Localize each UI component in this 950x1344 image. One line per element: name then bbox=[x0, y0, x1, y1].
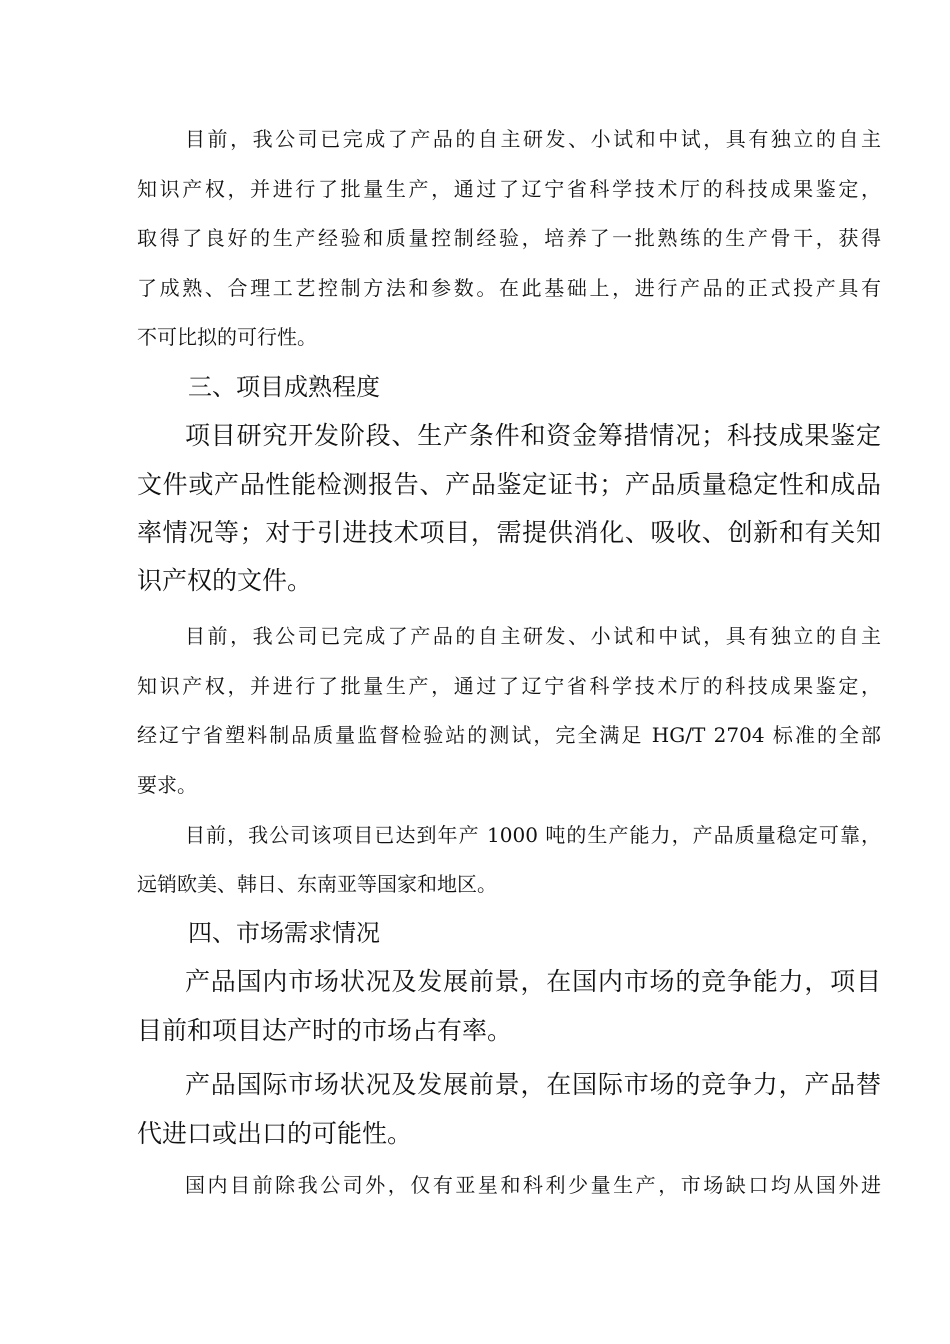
paragraph-1-line-4: 了成熟、合理工艺控制方法和参数。在此基础上，进行产品的正式投产具有 bbox=[137, 276, 881, 300]
paragraph-2-line-4: 识产权的文件。 bbox=[137, 566, 313, 595]
paragraph-1-line-3: 取得了良好的生产经验和质量控制经验，培养了一批熟练的生产骨干，获得 bbox=[137, 226, 881, 250]
paragraph-2-line-3: 率情况等；对于引进技术项目，需提供消化、吸收、创新和有关知 bbox=[137, 518, 881, 547]
paragraph-6-line-2: 代进口或出口的可能性。 bbox=[137, 1119, 413, 1148]
paragraph-5-line-1: 产品国内市场状况及发展前景，在国内市场的竞争能力，项目 bbox=[185, 967, 881, 996]
paragraph-4-line-2: 远销欧美、韩日、东南亚等国家和地区。 bbox=[137, 872, 497, 896]
paragraph-6-line-1: 产品国际市场状况及发展前景，在国际市场的竞争力，产品替 bbox=[185, 1070, 881, 1099]
paragraph-3-line-3: 经辽宁省塑料制品质量监督检验站的测试，完全满足 HG/T 2704 标准的全部 bbox=[137, 723, 881, 747]
paragraph-1-line-2: 知识产权，并进行了批量生产，通过了辽宁省科学技术厅的科技成果鉴定， bbox=[137, 177, 881, 201]
paragraph-2-line-1: 项目研究开发阶段、生产条件和资金筹措情况；科技成果鉴定 bbox=[185, 421, 881, 450]
section-heading-3: 三、项目成熟程度 bbox=[188, 373, 380, 401]
paragraph-5-line-2: 目前和项目达产时的市场占有率。 bbox=[137, 1016, 513, 1045]
section-heading-4: 四、市场需求情况 bbox=[188, 919, 380, 947]
paragraph-1-line-5: 不可比拟的可行性。 bbox=[137, 325, 317, 349]
paragraph-3-line-4: 要求。 bbox=[137, 773, 197, 797]
paragraph-4-line-1: 目前，我公司该项目已达到年产 1000 吨的生产能力，产品质量稳定可靠， bbox=[185, 823, 881, 847]
paragraph-1-line-1: 目前，我公司已完成了产品的自主研发、小试和中试，具有独立的自主 bbox=[185, 127, 881, 151]
paragraph-7-line-1: 国内目前除我公司外，仅有亚星和科利少量生产，市场缺口均从国外进 bbox=[185, 1173, 881, 1197]
paragraph-3-line-2: 知识产权，并进行了批量生产，通过了辽宁省科学技术厅的科技成果鉴定， bbox=[137, 674, 881, 698]
paragraph-3-line-1: 目前，我公司已完成了产品的自主研发、小试和中试，具有独立的自主 bbox=[185, 624, 881, 648]
paragraph-2-line-2: 文件或产品性能检测报告、产品鉴定证书；产品质量稳定性和成品 bbox=[137, 470, 881, 499]
